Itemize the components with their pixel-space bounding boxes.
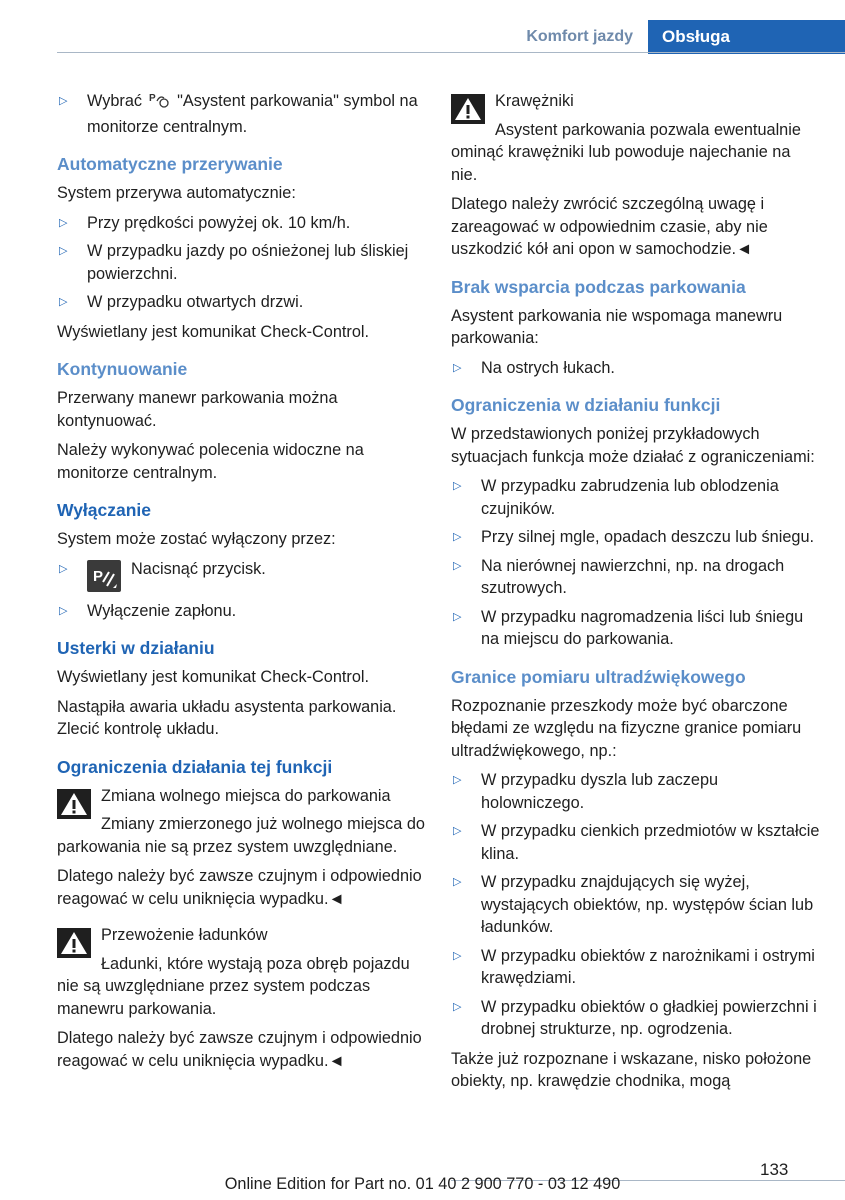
list-item: ▷ Wybrać P "Asystent parkowania" symbol na monitorze centralnym.: [59, 92, 418, 136]
list-item: ▷ W przypadku nagromadzenia liści lub śniegu na miejscu do parkowania.: [453, 607, 804, 648]
paragraph: Dlatego należy być zawsze czujnym i odpowiednio reagować w celu uniknięcia wypadku.◄: [57, 867, 422, 908]
bullet-triangle-icon: ▷: [59, 296, 68, 308]
bullet-triangle-icon: ▷: [453, 1000, 462, 1013]
paragraph: Nastąpiła awaria układu asystenta parkowania. Zlecić kontrolę układu.: [57, 697, 397, 738]
list-item: ▷ W przypadku otwartych drzwi.: [57, 291, 427, 314]
list-item: ▷ Wyłączenie zapłonu.: [57, 600, 427, 623]
list-item: ▷ Na ostrych łukach.: [451, 357, 821, 380]
bullet-triangle-icon: ▷: [59, 216, 68, 229]
section-heading: Ograniczenia działania tej funkcji: [57, 756, 333, 777]
bullet-triangle-icon: ▷: [453, 480, 462, 492]
paragraph: Należy wykonywać polecenia widoczne na monitorze centralnym.: [57, 441, 364, 482]
paragraph: Dlatego należy być zawsze czujnym i odpowiednio reagować w celu uniknięcia wypadku.◄: [57, 1029, 422, 1070]
section-heading: Automatyczne przerywanie: [57, 154, 283, 174]
section-heading: Kontynuowanie: [57, 359, 188, 379]
header-section-title: Komfort jazdy: [526, 28, 633, 45]
park-assist-icon: [149, 91, 171, 116]
header-chapter-tab: Obsługa: [648, 20, 845, 54]
auto-stop-list: [57, 212, 427, 314]
paragraph: Wyświetlany jest komunikat Check-Control.: [57, 668, 370, 686]
paragraph: Asystent parkowania pozwala ewentualnie ominąć krawężniki lub powoduje najechanie na nie.: [451, 120, 801, 184]
paragraph: Także już rozpoznane i wskazane, nisko położone obiekty, np. krawędzie chodnika, mogą: [451, 1049, 812, 1090]
list-item: ▷ W przypadku obiektów z narożnikami i ostrymi krawędziami.: [453, 946, 815, 987]
bullet-triangle-icon: ▷: [59, 604, 68, 617]
paragraph: Rozpoznanie przeszkody może być obarczone błędami ze względu na fizyczne granice pomiaru ultradźwiękowego, np.:: [451, 696, 802, 760]
bullet-triangle-icon: ▷: [453, 531, 462, 543]
page-number: 133: [760, 1160, 789, 1179]
bullet-triangle-icon: ▷: [453, 610, 462, 623]
list-item: ▷ W przypadku znajdujących się wyżej, wystających obiektów, np. występów ścian lub ładunków.: [453, 873, 814, 936]
paragraph: Wyświetlany jest komunikat Check-Control.: [57, 322, 370, 341]
list-item: ▷ W przypadku zabrudzenia lub oblodzenia czujników.: [453, 477, 779, 518]
park-assist-button-icon: [87, 560, 121, 592]
section-heading: Granice pomiaru ultradźwiękowego: [451, 666, 746, 687]
paragraph: System może zostać wyłączony przez:: [57, 530, 336, 548]
intro-list: [57, 90, 427, 138]
section-heading: Usterki w działaniu: [57, 638, 215, 658]
warning-title: Zmiana wolnego miejsca do parkowania: [101, 786, 391, 805]
warning-triangle-icon: [57, 928, 91, 958]
svg-text:P: P: [93, 567, 104, 585]
nosupport-list: [451, 357, 821, 380]
header-divider: [57, 52, 845, 53]
bullet-triangle-icon: ▷: [453, 559, 462, 572]
warning-triangle-icon: [451, 94, 485, 124]
section-heading: Ograniczenia w działaniu funkcji: [451, 395, 721, 415]
bullet-triangle-icon: ▷: [453, 876, 462, 888]
left-column: [57, 90, 427, 1079]
paragraph: Asystent parkowania nie wspomaga manewru parkowania:: [451, 306, 783, 347]
list-item: ▷ P Nacisnąć przycisk.: [57, 558, 427, 594]
right-column: [451, 90, 821, 1100]
warning-block: [57, 785, 427, 808]
warning-triangle-icon: [57, 789, 91, 819]
restrictions-list: [451, 475, 821, 651]
bullet-triangle-icon: ▷: [453, 825, 462, 837]
bullet-triangle-icon: ▷: [59, 95, 68, 107]
bullet-triangle-icon: ▷: [453, 949, 462, 962]
list-item: ▷ Na nierównej nawierzchni, np. na drogach szutrowych.: [453, 556, 785, 597]
paragraph: System przerywa automatycznie:: [57, 184, 296, 202]
warning-title: Przewożenie ładunków: [101, 926, 268, 944]
paragraph: Zmiany zmierzonego już wolnego miejsca do parkowania nie są przez system uwzględniane.: [57, 815, 425, 856]
list-item: ▷ Przy prędkości powyżej ok. 10 km/h.: [57, 212, 427, 235]
off-list: [57, 558, 427, 623]
bullet-triangle-icon: ▷: [59, 245, 68, 257]
list-item: ▷ Przy silnej mgle, opadach deszczu lub śniegu.: [451, 526, 821, 549]
ultrasonic-list: [451, 769, 821, 1041]
paragraph: Dlatego należy zwrócić szczególną uwagę i zareagować w odpowiednim czasie, aby nie uszkodzić kół ani opon w samochodzie.◄: [451, 195, 768, 258]
bullet-triangle-icon: ▷: [453, 361, 462, 374]
paragraph: Ładunki, które wystają poza obręb pojazdu nie są uwzględniane przez system podczas manewru parkowania.: [57, 954, 410, 1018]
warning-title: Krawężniki: [495, 92, 574, 110]
section-heading: Wyłączanie: [57, 500, 152, 520]
warning-block: [57, 924, 427, 947]
list-item: ▷ W przypadku jazdy po ośnieżonej lub śliskiej powierzchni.: [59, 242, 409, 283]
paragraph: Przerwany manewr parkowania można kontynuować.: [57, 389, 338, 430]
bullet-triangle-icon: ▷: [453, 774, 462, 786]
section-heading: Brak wsparcia podczas parkowania: [451, 276, 746, 297]
list-item: ▷ W przypadku obiektów o gładkiej powierzchni i drobnej strukturze, np. ogrodzenia.: [453, 997, 817, 1038]
footer-edition-text: Online Edition for Part no. 01 40 2 900 770 - 03 12 490: [224, 1175, 621, 1193]
list-item: ▷ W przypadku dyszla lub zaczepu holowniczego.: [453, 771, 719, 812]
bullet-triangle-icon: ▷: [59, 562, 68, 575]
warning-block: [451, 90, 821, 113]
svg-text:P: P: [148, 93, 156, 104]
paragraph: W przedstawionych poniżej przykładowych sytuacjach funkcja może działać z ograniczeniami:: [451, 425, 815, 466]
list-item: ▷ W przypadku cienkich przedmiotów w kształcie klina.: [453, 822, 820, 863]
